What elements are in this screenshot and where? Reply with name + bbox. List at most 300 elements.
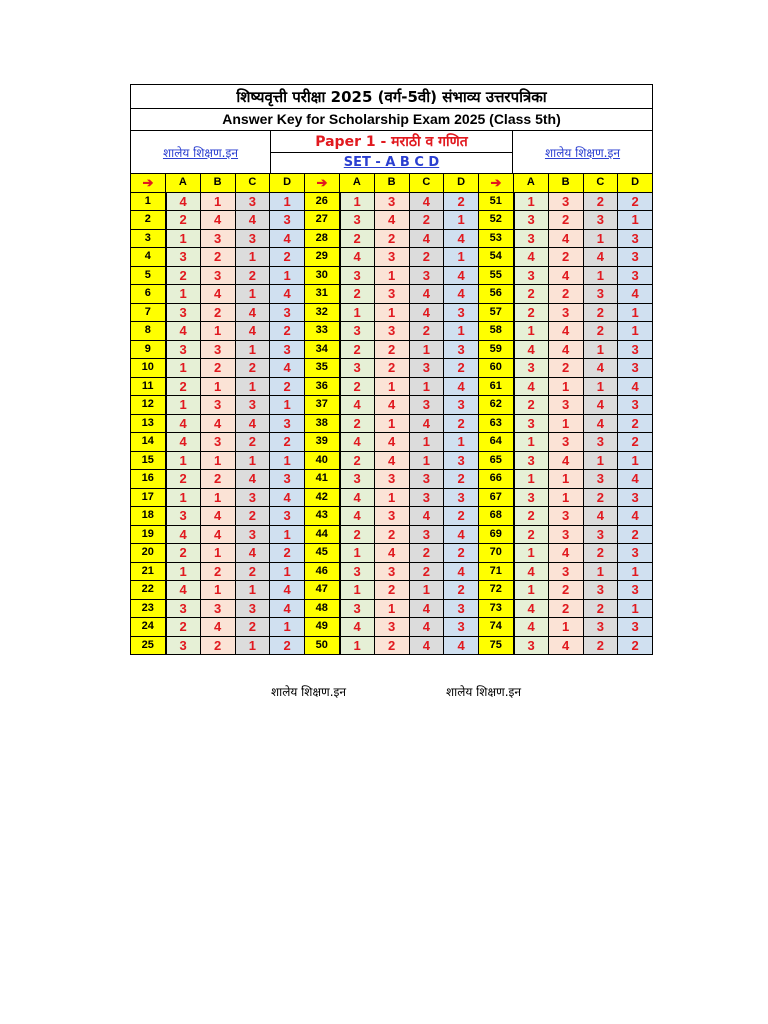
question-number: 14 [131,433,166,452]
answer-cell-d: 1 [618,451,653,470]
question-number: 35 [305,359,340,378]
answer-cell-d: 1 [618,322,653,341]
table-row [131,636,653,655]
answer-cell-c: 4 [409,618,444,637]
answer-cell-d: 4 [618,285,653,304]
answer-cell-c: 1 [583,451,618,470]
answer-cell-b: 4 [200,618,235,637]
question-number: 70 [479,544,514,563]
answer-cell-b: 3 [548,525,583,544]
answer-cell-b: 4 [548,451,583,470]
paper-label: Paper 1 - मराठी व गणित [271,131,512,153]
answer-cell-a: 4 [340,248,375,267]
answer-cell-c: 1 [409,581,444,600]
answer-cell-b: 1 [200,581,235,600]
answer-cell-a: 3 [514,636,549,655]
answer-cell-c: 3 [235,229,270,248]
answer-cell-d: 4 [444,636,479,655]
column-header-c: C [583,174,618,193]
answer-cell-d: 3 [444,303,479,322]
answer-cell-a: 3 [166,507,201,526]
answer-cell-b: 4 [374,396,409,415]
question-number: 63 [479,414,514,433]
question-number: 54 [479,248,514,267]
brand-link-right[interactable]: शालेय शिक्षण.इन [512,131,652,173]
answer-cell-d: 4 [270,359,305,378]
answer-cell-b: 4 [374,451,409,470]
answer-cell-a: 4 [166,525,201,544]
answer-table [130,173,653,655]
answer-cell-a: 1 [514,322,549,341]
answer-cell-d: 3 [444,340,479,359]
answer-cell-a: 3 [340,562,375,581]
answer-cell-a: 2 [340,340,375,359]
answer-cell-a: 2 [514,285,549,304]
answer-cell-c: 3 [409,525,444,544]
table-row [131,433,653,452]
answer-cell-b: 3 [374,562,409,581]
column-header-d: D [444,174,479,193]
answer-cell-d: 1 [270,525,305,544]
answer-cell-a: 3 [340,470,375,489]
answer-cell-c: 1 [235,377,270,396]
question-number: 10 [131,359,166,378]
answer-cell-b: 1 [548,414,583,433]
answer-cell-d: 1 [444,322,479,341]
answer-cell-b: 3 [374,192,409,211]
answer-cell-c: 1 [235,451,270,470]
answer-cell-b: 2 [374,229,409,248]
table-row [131,285,653,304]
answer-cell-d: 2 [444,192,479,211]
answer-cell-c: 3 [409,359,444,378]
footer-brand-left: शालेय शिक्षण.इन [271,685,347,699]
answer-cell-b: 2 [200,248,235,267]
sub-header-row [130,130,653,173]
table-row [131,618,653,637]
question-number: 6 [131,285,166,304]
answer-cell-a: 3 [514,414,549,433]
question-number: 64 [479,433,514,452]
question-number: 21 [131,562,166,581]
answer-cell-b: 2 [548,581,583,600]
answer-cell-a: 1 [340,192,375,211]
answer-cell-a: 4 [514,618,549,637]
answer-cell-c: 4 [235,303,270,322]
question-number: 28 [305,229,340,248]
answer-cell-d: 2 [618,192,653,211]
answer-cell-c: 1 [235,340,270,359]
answer-cell-b: 4 [200,211,235,230]
table-row [131,451,653,470]
header-box [130,84,653,130]
answer-cell-a: 4 [166,433,201,452]
answer-cell-a: 2 [166,618,201,637]
question-number: 5 [131,266,166,285]
question-number: 67 [479,488,514,507]
answer-cell-c: 4 [235,414,270,433]
answer-cell-d: 1 [270,618,305,637]
answer-cell-b: 3 [548,433,583,452]
question-number: 57 [479,303,514,322]
answer-cell-b: 4 [374,211,409,230]
question-number: 61 [479,377,514,396]
answer-cell-d: 1 [618,599,653,618]
answer-cell-d: 2 [618,414,653,433]
question-number: 46 [305,562,340,581]
answer-cell-c: 4 [409,599,444,618]
answer-cell-a: 3 [340,211,375,230]
answer-cell-a: 4 [166,322,201,341]
answer-cell-a: 4 [166,192,201,211]
answer-key-sheet [130,84,653,655]
answer-cell-d: 3 [444,396,479,415]
answer-cell-d: 4 [444,525,479,544]
answer-cell-b: 3 [548,562,583,581]
question-number: 33 [305,322,340,341]
answer-cell-d: 4 [270,285,305,304]
answer-cell-a: 2 [514,396,549,415]
answer-cell-d: 4 [618,470,653,489]
answer-cell-c: 2 [583,303,618,322]
answer-cell-c: 2 [235,618,270,637]
answer-cell-d: 3 [618,396,653,415]
answer-cell-a: 2 [340,451,375,470]
answer-cell-a: 2 [166,211,201,230]
answer-cell-c: 1 [409,451,444,470]
answer-cell-c: 2 [409,248,444,267]
answer-cell-d: 4 [444,229,479,248]
answer-cell-a: 3 [514,211,549,230]
table-row [131,414,653,433]
question-number: 3 [131,229,166,248]
answer-cell-d: 3 [618,229,653,248]
answer-cell-d: 2 [444,507,479,526]
answer-cell-c: 4 [409,285,444,304]
answer-cell-b: 1 [548,470,583,489]
answer-cell-d: 4 [444,285,479,304]
answer-cell-b: 2 [548,248,583,267]
answer-cell-a: 1 [166,229,201,248]
question-number: 65 [479,451,514,470]
answer-cell-c: 1 [409,433,444,452]
answer-cell-c: 3 [583,211,618,230]
answer-cell-b: 2 [200,303,235,322]
answer-cell-d: 3 [618,340,653,359]
answer-cell-c: 3 [583,581,618,600]
answer-cell-b: 1 [374,266,409,285]
answer-cell-d: 3 [618,359,653,378]
question-number: 2 [131,211,166,230]
answer-cell-b: 2 [374,340,409,359]
answer-cell-d: 1 [270,396,305,415]
question-number: 17 [131,488,166,507]
answer-cell-b: 3 [374,285,409,304]
answer-cell-b: 1 [200,192,235,211]
answer-cell-b: 3 [200,599,235,618]
answer-cell-c: 2 [583,544,618,563]
answer-cell-b: 3 [548,303,583,322]
answer-cell-d: 3 [618,581,653,600]
answer-cell-b: 2 [548,211,583,230]
question-number: 13 [131,414,166,433]
question-number: 51 [479,192,514,211]
question-number: 25 [131,636,166,655]
answer-cell-a: 3 [166,599,201,618]
answer-cell-a: 4 [166,581,201,600]
answer-cell-a: 3 [340,322,375,341]
answer-cell-c: 2 [235,266,270,285]
answer-cell-c: 4 [583,248,618,267]
answer-cell-b: 3 [200,396,235,415]
table-row [131,544,653,563]
answer-cell-a: 1 [340,303,375,322]
answer-cell-b: 4 [200,414,235,433]
table-row [131,396,653,415]
answer-cell-a: 2 [340,285,375,304]
answer-cell-b: 4 [548,322,583,341]
answer-cell-a: 4 [340,618,375,637]
answer-cell-d: 2 [270,322,305,341]
table-row [131,507,653,526]
answer-cell-d: 3 [270,470,305,489]
answer-cell-d: 1 [270,562,305,581]
answer-cell-d: 1 [444,433,479,452]
answer-cell-a: 2 [166,377,201,396]
question-number: 38 [305,414,340,433]
question-number: 22 [131,581,166,600]
answer-cell-d: 4 [444,266,479,285]
question-number: 11 [131,377,166,396]
footer-brand-right: शालेय शिक्षण.इन [446,685,522,699]
answer-cell-d: 1 [270,451,305,470]
answer-cell-b: 1 [374,488,409,507]
answer-cell-a: 2 [340,414,375,433]
answer-cell-a: 3 [340,359,375,378]
answer-cell-c: 4 [409,229,444,248]
question-number: 7 [131,303,166,322]
brand-link-left[interactable]: शालेय शिक्षण.इन [131,131,271,173]
table-row [131,211,653,230]
question-number: 66 [479,470,514,489]
answer-cell-b: 1 [548,618,583,637]
answer-cell-c: 4 [409,192,444,211]
answer-cell-b: 1 [548,488,583,507]
answer-cell-d: 2 [270,248,305,267]
answer-cell-d: 4 [444,562,479,581]
question-number: 4 [131,248,166,267]
answer-cell-c: 3 [583,618,618,637]
answer-cell-c: 3 [583,433,618,452]
question-number: 36 [305,377,340,396]
answer-cell-a: 3 [514,266,549,285]
answer-cell-b: 2 [374,359,409,378]
answer-cell-c: 3 [583,285,618,304]
answer-cell-b: 4 [548,266,583,285]
answer-cell-c: 2 [583,322,618,341]
answer-cell-c: 1 [235,636,270,655]
answer-cell-a: 2 [514,525,549,544]
question-number: 15 [131,451,166,470]
question-number: 55 [479,266,514,285]
answer-cell-d: 4 [444,377,479,396]
answer-cell-c: 3 [235,488,270,507]
answer-cell-a: 3 [166,340,201,359]
answer-cell-d: 4 [270,229,305,248]
answer-cell-d: 3 [444,599,479,618]
answer-cell-c: 1 [583,266,618,285]
question-number: 41 [305,470,340,489]
answer-cell-a: 2 [514,303,549,322]
answer-cell-d: 1 [270,266,305,285]
column-header-a: A [340,174,375,193]
answer-cell-a: 4 [514,377,549,396]
column-header-b: B [548,174,583,193]
answer-cell-c: 2 [235,562,270,581]
table-row [131,562,653,581]
question-number: 74 [479,618,514,637]
answer-cell-b: 2 [548,359,583,378]
answer-cell-a: 1 [166,285,201,304]
answer-cell-c: 2 [583,192,618,211]
answer-cell-d: 1 [444,248,479,267]
answer-cell-b: 3 [374,618,409,637]
table-row [131,192,653,211]
answer-cell-c: 3 [409,396,444,415]
answer-cell-a: 1 [514,192,549,211]
question-number: 75 [479,636,514,655]
question-number: 62 [479,396,514,415]
question-number: 32 [305,303,340,322]
question-number: 68 [479,507,514,526]
answer-cell-a: 1 [166,451,201,470]
answer-cell-a: 4 [340,507,375,526]
answer-cell-a: 4 [514,248,549,267]
table-row [131,303,653,322]
answer-cell-b: 3 [548,396,583,415]
question-number: 45 [305,544,340,563]
answer-cell-c: 4 [583,396,618,415]
question-number: 60 [479,359,514,378]
question-number: 58 [479,322,514,341]
answer-cell-c: 3 [235,525,270,544]
answer-cell-c: 4 [235,322,270,341]
answer-cell-d: 3 [618,248,653,267]
question-number: 27 [305,211,340,230]
answer-cell-a: 2 [514,507,549,526]
answer-cell-b: 1 [200,451,235,470]
answer-cell-d: 1 [618,562,653,581]
column-header-c: C [235,174,270,193]
question-number: 24 [131,618,166,637]
answer-cell-b: 3 [374,248,409,267]
answer-cell-c: 1 [235,285,270,304]
answer-cell-c: 2 [583,488,618,507]
question-number: 31 [305,285,340,304]
answer-cell-b: 3 [374,322,409,341]
answer-cell-a: 4 [514,340,549,359]
answer-cell-c: 1 [235,581,270,600]
question-number: 34 [305,340,340,359]
arrow-icon: ➔ [479,174,514,193]
answer-cell-a: 4 [340,488,375,507]
answer-cell-a: 1 [340,581,375,600]
answer-cell-b: 4 [374,433,409,452]
answer-cell-b: 1 [548,377,583,396]
answer-cell-c: 4 [583,414,618,433]
answer-cell-c: 1 [409,377,444,396]
answer-cell-b: 1 [374,599,409,618]
column-header-c: C [409,174,444,193]
answer-cell-c: 4 [409,507,444,526]
column-header-row [131,174,653,193]
arrow-icon: ➔ [305,174,340,193]
answer-cell-c: 1 [583,377,618,396]
answer-cell-c: 2 [583,599,618,618]
answer-cell-a: 4 [514,562,549,581]
set-label: SET - A B C D [343,155,440,171]
answer-cell-d: 3 [270,340,305,359]
answer-cell-a: 3 [340,266,375,285]
question-number: 47 [305,581,340,600]
answer-cell-d: 2 [270,544,305,563]
answer-cell-a: 2 [340,377,375,396]
answer-cell-a: 4 [340,396,375,415]
answer-cell-c: 4 [235,470,270,489]
answer-cell-b: 1 [200,322,235,341]
question-number: 56 [479,285,514,304]
question-number: 12 [131,396,166,415]
answer-cell-a: 1 [514,470,549,489]
answer-cell-a: 2 [166,266,201,285]
answer-cell-c: 2 [409,544,444,563]
answer-cell-d: 3 [270,303,305,322]
answer-cell-d: 4 [618,377,653,396]
question-number: 43 [305,507,340,526]
answer-cell-b: 3 [548,192,583,211]
column-header-d: D [618,174,653,193]
answer-cell-c: 4 [409,414,444,433]
answer-cell-c: 4 [409,303,444,322]
answer-cell-b: 1 [374,303,409,322]
answer-cell-d: 3 [444,451,479,470]
answer-cell-d: 3 [618,618,653,637]
answer-cell-b: 3 [374,470,409,489]
answer-cell-b: 3 [548,507,583,526]
answer-cell-b: 4 [200,507,235,526]
answer-cell-d: 1 [618,303,653,322]
answer-cell-a: 3 [514,229,549,248]
answer-cell-a: 3 [166,636,201,655]
question-number: 49 [305,618,340,637]
question-number: 44 [305,525,340,544]
answer-cell-d: 3 [270,211,305,230]
question-number: 23 [131,599,166,618]
answer-cell-a: 1 [340,544,375,563]
answer-cell-d: 2 [444,544,479,563]
answer-cell-a: 2 [340,525,375,544]
answer-cell-d: 3 [618,266,653,285]
question-number: 71 [479,562,514,581]
answer-cell-c: 1 [583,340,618,359]
answer-cell-b: 1 [200,544,235,563]
answer-cell-c: 2 [235,359,270,378]
answer-cell-d: 3 [618,544,653,563]
question-number: 73 [479,599,514,618]
answer-cell-d: 3 [444,488,479,507]
answer-cell-d: 2 [270,636,305,655]
answer-cell-b: 2 [374,581,409,600]
